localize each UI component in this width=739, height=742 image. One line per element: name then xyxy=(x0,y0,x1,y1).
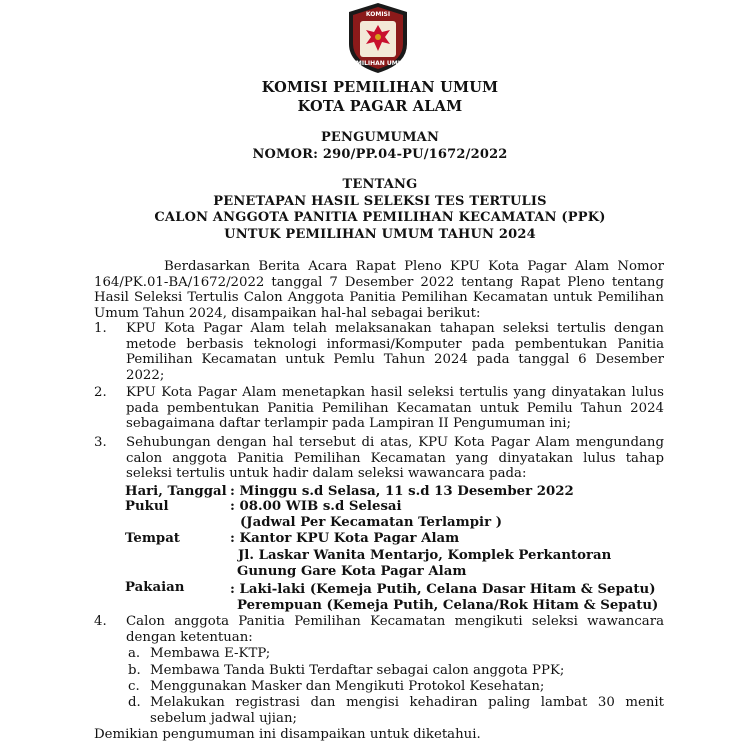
point-text: Calon anggota Panitia Pemilihan Kecamatan mengikuti seleksi wawancara dengan ketentuan: xyxy=(126,614,664,645)
requirement-letter: a. xyxy=(128,646,141,661)
schedule-time-note: (Jadwal Per Kecamatan Terlampir ) xyxy=(240,515,502,530)
schedule-place-value: : Kantor KPU Kota Pagar Alam xyxy=(230,531,460,546)
logo-bottom-text: PEMILIHAN UMUM xyxy=(347,60,409,67)
requirement-letter: c. xyxy=(128,679,140,694)
schedule-place-line3: Gunung Gare Kota Pagar Alam xyxy=(237,564,467,579)
schedule-time-label: Pukul xyxy=(125,499,169,514)
subject-line3: UNTUK PEMILIHAN UMUM TAHUN 2024 xyxy=(224,227,536,242)
intro-paragraph: Berdasarkan Berita Acara Rapat Pleno KPU Kota Pagar Alam Nomor 164/PK.01-BA/1672/2022 tanggal 7 Desember 2022 tentang Rapat Pleno tentang Hasil Seleksi Tertulis Calon Anggota Panitia Pemilihan Kecamatan untuk Pemilihan Umum Tahun 2024, disampaikan hal-hal sebagai berikut: xyxy=(94,259,664,321)
logo-top-text: KOMISI xyxy=(365,11,391,18)
kpu-emblem-icon xyxy=(346,2,410,74)
announcement-number: NOMOR: 290/PP.04-PU/1672/2022 xyxy=(252,147,508,162)
org-name-line2: KOTA PAGAR ALAM xyxy=(297,98,463,115)
schedule-day-label: Hari, Tanggal xyxy=(125,484,227,499)
closing-text: Demikian pengumuman ini disampaikan untuk diketahui. xyxy=(94,727,481,742)
requirement-text: Membawa Tanda Bukti Terdaftar sebagai calon anggota PPK; xyxy=(150,663,565,678)
point-text: KPU Kota Pagar Alam telah melaksanakan tahapan seleksi tertulis dengan metode berbasis teknologi informasi/Komputer pada pembentukan Panitia Pemilihan Kecamatan untuk Pemlu Tahun 2024 pada tanggal 6 Desember 2022; xyxy=(126,321,664,383)
announcement-label: PENGUMUMAN xyxy=(320,130,440,145)
org-name-line1: KOMISI PEMILIHAN UMUM xyxy=(261,79,499,96)
requirement-text: Membawa E-KTP; xyxy=(150,646,271,661)
schedule-time-value: : 08.00 WIB s.d Selesai xyxy=(230,499,402,514)
kpu-logo xyxy=(346,2,410,74)
subject-label: TENTANG xyxy=(342,177,418,192)
point-number: 1. xyxy=(94,321,107,336)
schedule-attire-label: Pakaian xyxy=(125,580,185,595)
schedule-attire-value: : Laki-laki (Kemeja Putih, Celana Dasar Hitam & Sepatu) xyxy=(230,582,656,597)
subject-line2: CALON ANGGOTA PANITIA PEMILIHAN KECAMATAN (PPK) xyxy=(154,210,606,225)
requirement-letter: d. xyxy=(128,695,141,710)
schedule-place-line2: Jl. Laskar Wanita Mentarjo, Komplek Perkantoran xyxy=(238,548,612,563)
schedule-attire-line2: Perempuan (Kemeja Putih, Celana/Rok Hitam & Sepatu) xyxy=(237,598,659,613)
point-number: 4. xyxy=(94,614,107,629)
schedule-day-value: : Minggu s.d Selasa, 11 s.d 13 Desember 2022 xyxy=(230,484,574,499)
point-text: Sehubungan dengan hal tersebut di atas, KPU Kota Pagar Alam mengundang calon anggota Panitia Pemilihan Kecamatan yang dinyatakan lulus tahap seleksi tertulis untuk hadir dalam seleksi wawancara pada: xyxy=(126,435,664,482)
requirement-text: Menggunakan Masker dan Mengikuti Protokol Kesehatan; xyxy=(150,679,545,694)
schedule-place-label: Tempat xyxy=(125,531,180,546)
requirement-letter: b. xyxy=(128,663,141,678)
point-text: KPU Kota Pagar Alam menetapkan hasil seleksi tertulis yang dinyatakan lulus pada pembentukan Panitia Pemilihan Kecamatan untuk Pemilu Tahun 2024 sebagaimana daftar terlampir pada Lampiran II Pengumuman ini; xyxy=(126,385,664,432)
subject-line1: PENETAPAN HASIL SELEKSI TES TERTULIS xyxy=(213,194,547,209)
point-number: 3. xyxy=(94,435,107,450)
requirement-text: Melakukan registrasi dan mengisi kehadiran paling lambat 30 menit sebelum jadwal ujian; xyxy=(150,695,664,726)
point-number: 2. xyxy=(94,385,107,400)
